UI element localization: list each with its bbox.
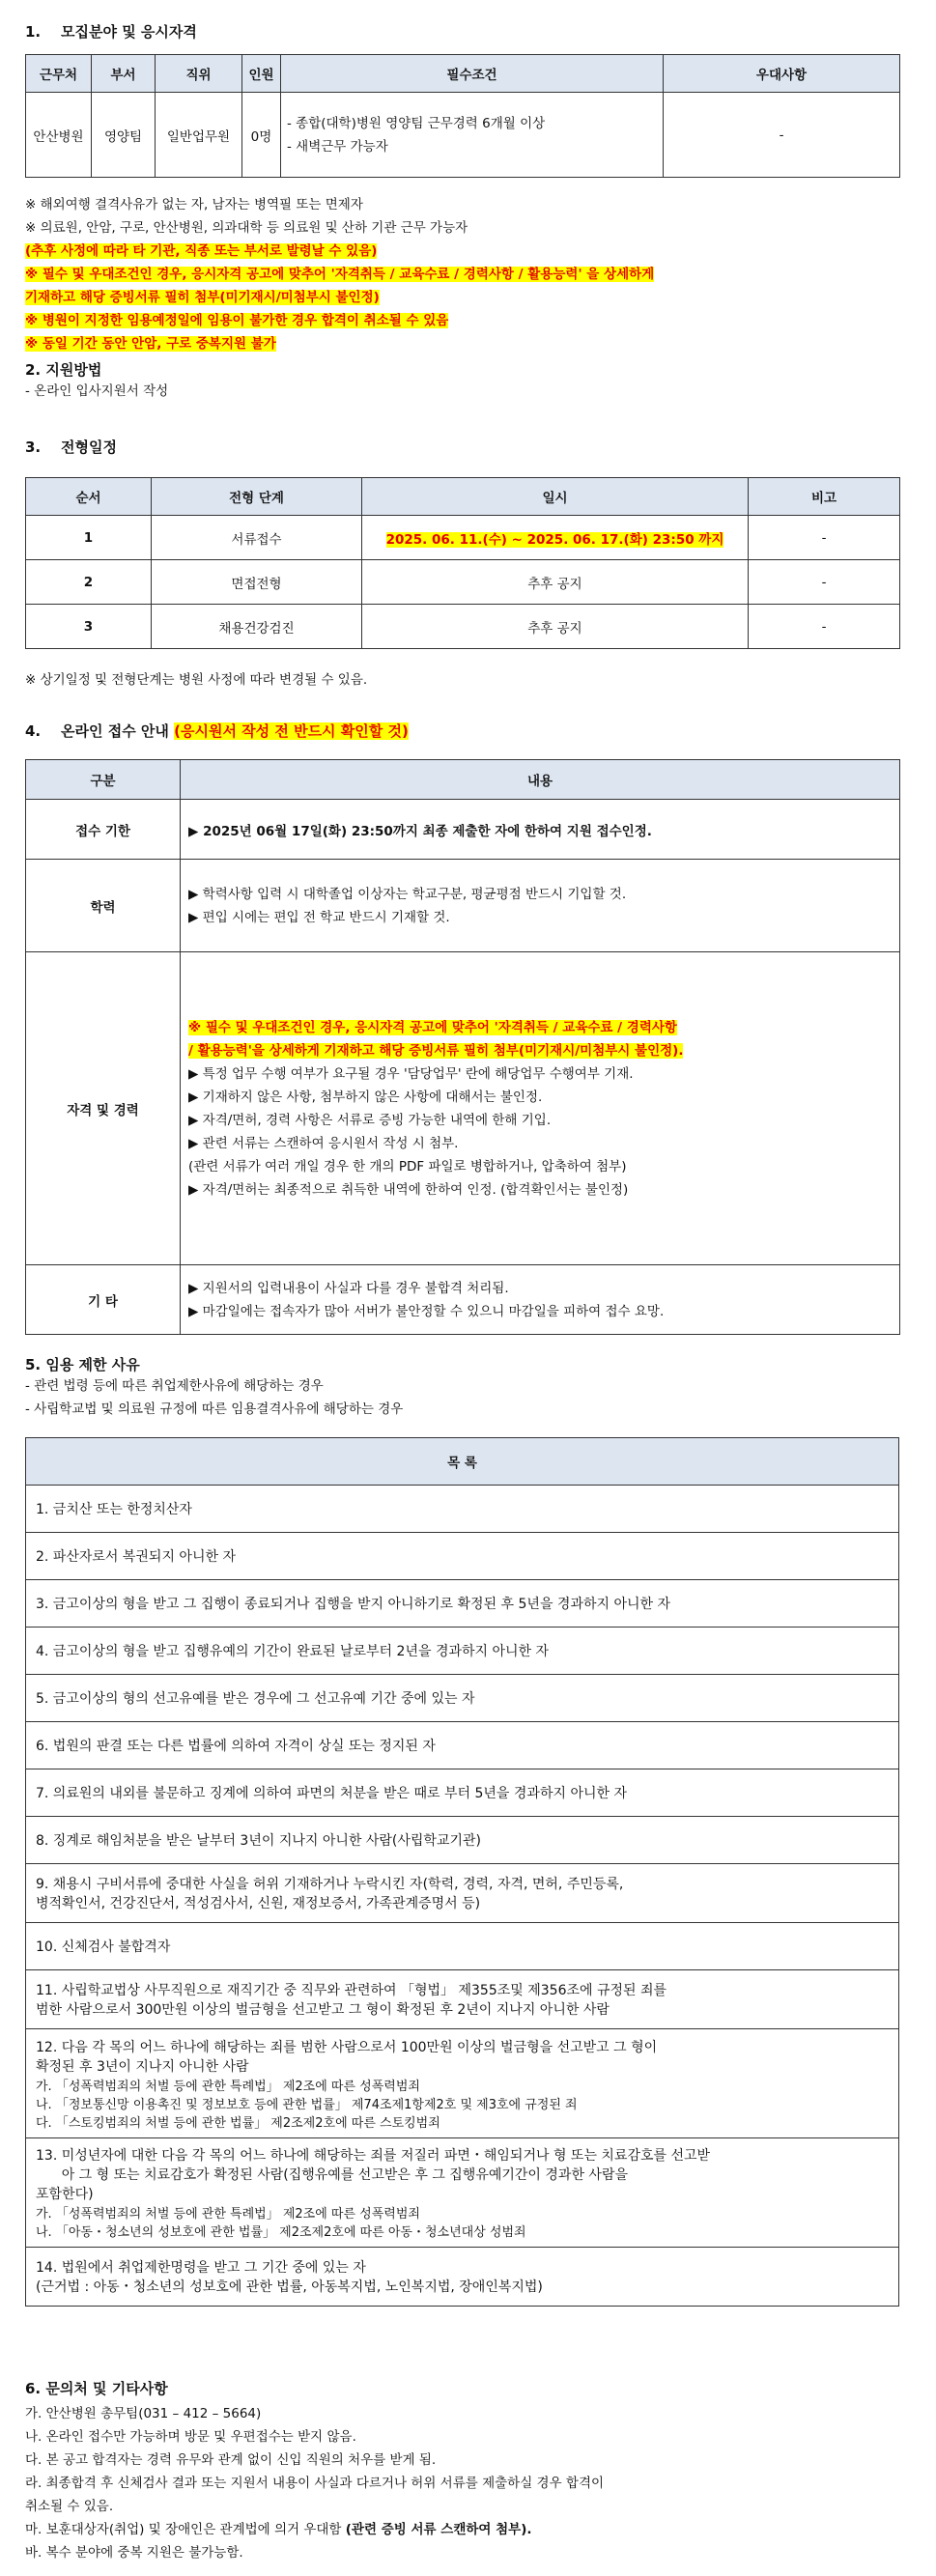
list-item-line: 확정된 후 3년이 지나지 아니한 사람 <box>36 2058 249 2075</box>
list-item-line: 11. 사립학교법상 사무직원으로 재직기간 중 직무와 관련하여 「형법」 제355조및 제356조에 규정된 죄를 <box>36 1983 667 1998</box>
col-date: 일시 <box>362 478 749 516</box>
list-item: 5. 금고이상의 형의 선고유예를 받은 경우에 그 선고유예 기간 중에 있는 자 <box>26 1675 899 1722</box>
section6 <box>25 2378 899 2564</box>
education-line: ▶ 편입 시에는 편입 전 학교 반드시 기재할 것. <box>188 909 450 925</box>
footnote-text: ※ 상기일정 및 전형단계는 병원 사정에 따라 변경될 수 있음. <box>25 672 368 688</box>
list-item-line: (근거법 : 아동・청소년의 성보호에 관한 법률, 아동복지법, 노인복지법, 장애인복지법) <box>36 2279 543 2295</box>
etc-row <box>26 1265 900 1335</box>
section5-sub: - 관련 법령 등에 따른 취업제한사유에 해당하는 경우 <box>25 1378 324 1394</box>
qualification-content <box>181 952 900 1265</box>
list-item <box>26 1970 899 2029</box>
education-line: ▶ 학력사항 입력 시 대학졸업 이상자는 학교구분, 평균평점 반드시 기입할 것. <box>188 886 627 902</box>
order-cell: 2 <box>26 560 152 605</box>
education-content <box>181 860 900 952</box>
section1-title <box>25 21 197 42</box>
list-item-line: 14. 법원에서 취업제한명령을 받고 그 기간 중에 있는 자 <box>36 2260 366 2276</box>
list-item-line: 나. 「아동・청소년의 성보호에 관한 법률」 제2조제2호에 따른 아동・청소년대상 성범죄 <box>36 2225 526 2240</box>
section5-heading <box>25 1354 899 1421</box>
order-cell: 1 <box>26 516 152 560</box>
online-table-header <box>26 760 900 800</box>
red-note-line <box>25 263 899 286</box>
list-item: 3. 금고이상의 형을 받고 그 집행이 종료되거나 집행을 받지 아니하기로 확정된 후 5년을 경과하지 아니한 자 <box>26 1580 899 1628</box>
table-row <box>26 1923 899 1970</box>
stage-cell: 채용건강검진 <box>152 605 362 649</box>
table-row <box>26 1628 899 1675</box>
section5-sub: - 사립학교법 및 의료원 규정에 따른 임용결격사유에 해당하는 경우 <box>25 1401 404 1417</box>
schedule-row <box>26 605 900 649</box>
table-row <box>26 1486 899 1533</box>
qualification-red-text: ※ 필수 및 우대조건인 경우, 응시자격 공고에 맞추어 '자격취득 / 교육수료 / 경력사항 <box>188 1019 677 1035</box>
restriction-table <box>25 1437 899 2307</box>
table-row <box>26 1722 899 1769</box>
red-note-text: ※ 병원이 지정한 임용예정일에 임용이 불가한 경우 합격이 취소될 수 있음 <box>25 313 449 328</box>
list-item: 2. 파산자로서 복권되지 아니한 자 <box>26 1533 899 1580</box>
red-note-line <box>25 286 899 309</box>
order-cell: 3 <box>26 605 152 649</box>
section2-text: - 온라인 입사지원서 작성 <box>25 383 169 399</box>
requirement-1: - 종합(대학)병원 영양팀 근무경력 6개월 이상 <box>287 115 546 131</box>
red-note-line <box>25 309 899 332</box>
recruitment-table <box>25 54 899 178</box>
list-item-line: 13. 미성년자에 대한 다음 각 목의 어느 하나에 해당하는 죄를 저질러 파면・해임되거나 형 또는 치료감호를 선고받 <box>36 2148 711 2164</box>
table-row <box>26 1580 899 1628</box>
remark-cell: - <box>749 516 900 560</box>
col-category: 구분 <box>26 760 181 800</box>
schedule-row <box>26 560 900 605</box>
col-requirements: 필수조건 <box>281 55 664 93</box>
list-item: 1. 금치산 또는 한정치산자 <box>26 1486 899 1533</box>
col-order: 순서 <box>26 478 152 516</box>
col-position: 직위 <box>156 55 242 93</box>
list-item <box>26 1864 899 1923</box>
table-row <box>26 1817 899 1864</box>
etc-label: 기 타 <box>26 1265 181 1335</box>
etc-line: ▶ 지원서의 입력내용이 사실과 다를 경우 불합격 처리됨. <box>188 1280 509 1296</box>
education-label: 학력 <box>26 860 181 952</box>
note-line: ※ 의료원, 안암, 구로, 안산병원, 의과대학 등 의료원 및 산하 기관 근무 가능자 <box>25 220 468 236</box>
stage-cell: 서류접수 <box>152 516 362 560</box>
table-row <box>26 1864 899 1923</box>
section2-title: 2. 지원방법 <box>25 361 102 379</box>
list-item-line: 범한 사람으로서 300만원 이상의 벌금형을 선고받고 그 형이 확정된 후 2년이 지나지 아니한 사람 <box>36 2002 610 2018</box>
list-item: 4. 금고이상의 형을 받고 집행유예의 기간이 완료된 날로부터 2년을 경과하지 아니한 자 <box>26 1628 899 1675</box>
section4-title-main: 4. 온라인 접수 안내 <box>25 722 175 740</box>
schedule-table <box>25 477 899 649</box>
remark-cell: - <box>749 560 900 605</box>
schedule-row <box>26 516 900 560</box>
list-item-line: 나. 「정보통신망 이용촉진 및 정보보호 등에 관한 법률」 제74조제1항제2호 및 제3호에 규정된 죄 <box>36 2097 578 2112</box>
section2 <box>25 359 168 403</box>
recruitment-table-row <box>26 93 900 178</box>
table-row <box>26 2138 899 2248</box>
section6-line-ma-bold: (관련 증빙 서류 스캔하여 첨부). <box>345 2522 532 2537</box>
list-item <box>26 2029 899 2138</box>
red-note-text: ※ 동일 기간 동안 안암, 구로 중복지원 불가 <box>25 336 276 352</box>
requirements-cell <box>281 93 664 178</box>
table-row <box>26 1533 899 1580</box>
section1-notes <box>25 193 899 355</box>
etc-line: ▶ 마감일에는 접속자가 많아 서버가 불안정할 수 있으니 마감일을 피하여 접수 요망. <box>188 1303 665 1319</box>
section4-title-text <box>25 721 409 741</box>
qualification-row <box>26 952 900 1265</box>
list-item: 6. 법원의 판결 또는 다른 법률에 의하여 자격이 상실 또는 정지된 자 <box>26 1722 899 1769</box>
list-item-line: 아 그 형 또는 치료감호가 확정된 사람(집행유예를 선고받은 후 그 집행유예기간이 경과한 사람을 <box>36 2167 628 2183</box>
qualification-line: ▶ 관련 서류는 스캔하여 응시원서 작성 시 첨부. <box>188 1135 459 1151</box>
list-item-line: 가. 「성폭력범죄의 처벌 등에 관한 특례법」 제2조에 따른 성폭력범죄 <box>36 2079 420 2094</box>
section6-line: 다. 본 공고 합격자는 경력 유무와 관계 없이 신입 직원의 처우를 받게 됨. <box>25 2452 437 2468</box>
list-item-line: 포함한다) <box>36 2187 94 2202</box>
list-item: 7. 의료원의 내외를 불문하고 징계에 의하여 파면의 처분을 받은 때로 부터 5년을 경과하지 아니한 자 <box>26 1769 899 1817</box>
dept-cell: 영양팀 <box>92 93 156 178</box>
date-cell: 추후 공지 <box>362 560 749 605</box>
note-line: ※ 해외여행 결격사유가 없는 자, 남자는 병역필 또는 면제자 <box>25 197 363 212</box>
qualification-red-text: / 활용능력'을 상세하게 기재하고 해당 증빙서류 필히 첨부(미기재시/미첨부시 불인정). <box>188 1042 684 1059</box>
count-cell: 0명 <box>242 93 281 178</box>
section6-line: 나. 온라인 접수만 가능하며 방문 및 우편접수는 받지 않음. <box>25 2429 356 2445</box>
recruitment-table-header <box>26 55 900 93</box>
online-application-table <box>25 759 899 1335</box>
col-remark: 비고 <box>749 478 900 516</box>
list-item: 10. 신체검사 불합격자 <box>26 1923 899 1970</box>
qualification-red-line <box>188 1039 893 1062</box>
date-highlight: 2025. 06. 11.(수) ~ 2025. 06. 17.(화) 23:50 까지 <box>385 531 724 548</box>
preferences-cell: - <box>664 93 900 178</box>
list-item <box>26 2248 899 2307</box>
position-cell: 일반업무원 <box>156 93 242 178</box>
section3-title <box>25 437 117 457</box>
col-content: 내용 <box>181 760 900 800</box>
qualification-line: ▶ 자격/면허는 최종적으로 취득한 내역에 한하여 인정. (합격확인서는 불인정) <box>188 1181 629 1198</box>
section5-title: 5. 임용 제한 사유 <box>25 1356 140 1373</box>
qualification-red-line <box>188 1016 893 1039</box>
section3-title-text: 3. 전형일정 <box>25 439 117 456</box>
list-item-line: 9. 채용시 구비서류에 중대한 사실을 허위 기재하거나 누락시킨 자(학력, 경력, 자격, 면허, 주민등록, <box>36 1877 624 1892</box>
section6-line: 라. 최종합격 후 신체검사 결과 또는 지원서 내용이 사실과 다르거나 허위 서류를 제출하실 경우 합격이 <box>25 2476 605 2491</box>
qualification-line: ▶ 자격/면허, 경력 사항은 서류로 증빙 가능한 내역에 한해 기입. <box>188 1112 552 1128</box>
list-item-line: 가. 「성폭력범죄의 처벌 등에 관한 특례법」 제2조에 따른 성폭력범죄 <box>36 2207 420 2222</box>
table-row <box>26 2248 899 2307</box>
red-note-line <box>25 240 899 263</box>
date-cell <box>362 516 749 560</box>
remark-cell: - <box>749 605 900 649</box>
section1-title-text: 1. 모집분야 및 응시자격 <box>25 23 197 41</box>
red-note-text: ※ 필수 및 우대조건인 경우, 응시자격 공고에 맞추어 '자격취득 / 교육수료 / 경력사항 / 활용능력' 을 상세하게 <box>25 267 655 282</box>
stage-cell: 면접전형 <box>152 560 362 605</box>
table-row <box>26 2029 899 2138</box>
col-workplace: 근무처 <box>26 55 92 93</box>
col-dept: 부서 <box>92 55 156 93</box>
list-item-line: 병적확인서, 건강진단서, 적성검사서, 신원, 재정보증서, 가족관계증명서 등) <box>36 1896 481 1911</box>
restriction-table-header: 목 록 <box>26 1438 899 1486</box>
qualification-label: 자격 및 경력 <box>26 952 181 1265</box>
section4-title-highlight: (응시원서 작성 전 반드시 확인할 것) <box>174 722 409 740</box>
table-row <box>26 1769 899 1817</box>
section3-footnote <box>25 668 367 692</box>
list-item: 8. 징계로 해임처분을 받은 날부터 3년이 지나지 아니한 사람(사립학교기관) <box>26 1817 899 1864</box>
red-note-text: (추후 사정에 따라 타 기관, 직종 또는 부서로 발령날 수 있음) <box>25 243 378 259</box>
date-cell: 추후 공지 <box>362 605 749 649</box>
section6-title: 6. 문의처 및 기타사항 <box>25 2380 168 2397</box>
etc-content <box>181 1265 900 1335</box>
table-row <box>26 1970 899 2029</box>
section4-title <box>25 721 409 741</box>
deadline-label: 접수 기한 <box>26 800 181 860</box>
qualification-line: ▶ 기재하지 않은 사항, 첨부하지 않은 사항에 대해서는 불인정. <box>188 1089 543 1105</box>
section6-line: 바. 복수 분야에 중복 지원은 불가능함. <box>25 2545 243 2561</box>
workplace-cell: 안산병원 <box>26 93 92 178</box>
deadline-row <box>26 800 900 860</box>
requirement-2: - 새벽근무 가능자 <box>287 138 388 155</box>
list-item <box>26 2138 899 2248</box>
education-row <box>26 860 900 952</box>
red-note-line <box>25 332 899 355</box>
list-item-line: 12. 다음 각 목의 어느 하나에 해당하는 죄를 범한 사람으로서 100만원 이상의 벌금형을 선고받고 그 형이 <box>36 2039 658 2055</box>
section6-line: 취소될 수 있음. <box>25 2499 114 2514</box>
schedule-table-header <box>26 478 900 516</box>
section6-line <box>25 2518 899 2541</box>
section6-line: 가. 안산병원 총무팀(031 – 412 – 5664) <box>25 2406 262 2421</box>
qualification-line: ▶ 특정 업무 수행 여부가 요구될 경우 '담당업무' 란에 해당업무 수행여부 기재. <box>188 1065 634 1082</box>
table-row <box>26 1675 899 1722</box>
col-stage: 전형 단계 <box>152 478 362 516</box>
section6-line-ma-text: 마. 보훈대상자(취업) 및 장애인은 관계법에 의거 우대함 <box>25 2522 346 2537</box>
col-count: 인원 <box>242 55 281 93</box>
red-note-text: 기재하고 해당 증빙서류 필히 첨부(미기재시/미첨부시 불인정) <box>25 290 380 305</box>
deadline-text: ▶ 2025년 06월 17일(화) 23:50까지 최종 제출한 자에 한하여 지원 접수인정. <box>181 800 900 860</box>
col-preferences: 우대사항 <box>664 55 900 93</box>
qualification-line: (관련 서류가 여러 개일 경우 한 개의 PDF 파일로 병합하거나, 압축하여 첨부) <box>188 1158 627 1175</box>
list-item-line: 다. 「스토킹범죄의 처벌 등에 관한 법률」 제2조제2호에 따른 스토킹범죄 <box>36 2115 440 2131</box>
